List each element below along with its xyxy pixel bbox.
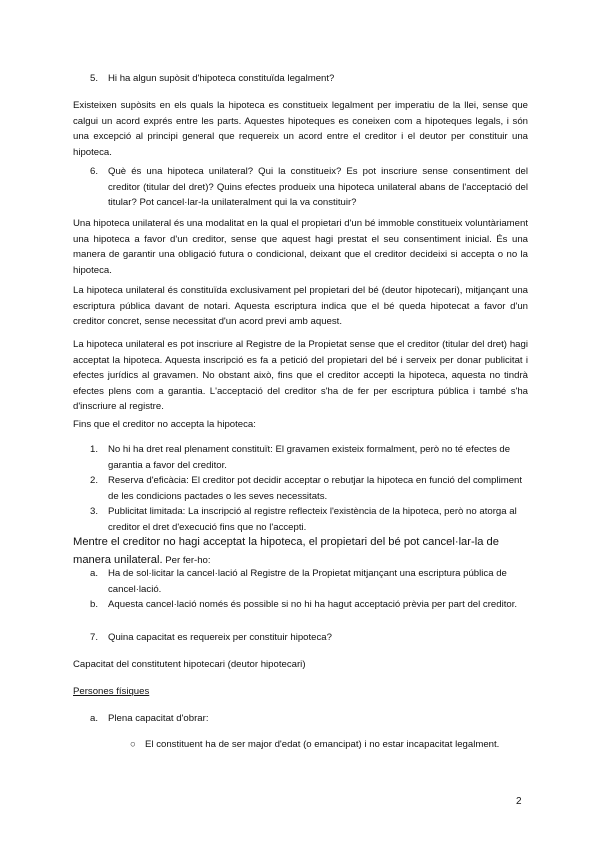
list-item [90, 566, 528, 597]
list-text: No hi ha dret real plenament constituït: El gravamen existeix formalment, però no té efectes de garantia a favor del creditor. [108, 444, 511, 471]
list-number: 2. [90, 475, 99, 486]
cancellation-list [90, 566, 528, 613]
bullet-icon: ○ [130, 739, 136, 750]
paragraph-capacity: Capacitat del constitutent hipotecari (deutor hipotecari) [73, 659, 306, 670]
bullet-item [130, 737, 530, 753]
paragraph-until-acceptance: Fins que el creditor no accepta la hipoteca: [73, 419, 256, 430]
cancellation-lead: Mentre el creditor no hagi acceptat la hipoteca, el propietari del bé pot cancel·lar-la de manera unilateral. [73, 536, 499, 566]
list-item [90, 504, 528, 535]
paragraph-unilateral-definition: Una hipoteca unilateral és una modalitat en la qual el propietari d'un bé immoble constitueix voluntàriament una hipoteca a favor d'un creditor, sense que aquest hagi prestat el seu consentiment inicial. És una manera de garantir una obligació futura o condicional, deixant que el creditor decideixi si accepta o no la hipoteca. [73, 218, 528, 276]
list-number: 3. [90, 506, 99, 517]
list-item [90, 442, 528, 473]
list-text: Publicitat limitada: La inscripció al registre reflecteix l'existència de la hipoteca, però no atorga al creditor el dret d'execució fins que no l'accepti. [108, 506, 517, 533]
question-7 [90, 630, 528, 646]
question-text: Què és una hipoteca unilateral? Qui la constitueix? Es pot inscriure sense consentiment del creditor (titular del dret)? Quins efectes produeix una hipoteca unilateral abans de l'acceptació del titular? Pot cancel·lar-la unilateralment qui la va constituir? [108, 166, 528, 208]
list-letter: a. [90, 713, 99, 724]
question-number: 5. [90, 73, 99, 84]
list-item [90, 473, 528, 504]
effects-list [90, 442, 528, 535]
question-text: Quina capacitat es requereix per constituir hipoteca? [108, 632, 332, 643]
section-heading: Persones físiques [73, 686, 150, 697]
list-letter: a. [90, 568, 99, 579]
paragraph-cancellation [73, 534, 528, 569]
question-6 [90, 164, 528, 211]
question-5 [90, 71, 528, 87]
question-text: Hi ha algun supòsit d'hipoteca constituïda legalment? [108, 73, 335, 84]
cancellation-followup: Per fer-ho: [162, 554, 211, 566]
bullet-text: El constituent ha de ser major d'edat (o emancipat) i no estar incapacitat legalment. [145, 739, 500, 750]
list-text: Reserva d'eficàcia: El creditor pot decidir acceptar o rebutjar la hipoteca en funció del compliment de les condicions pactades o les seves necessitats. [108, 475, 523, 502]
paragraph-registry-inscription: La hipoteca unilateral es pot inscriure al Registre de la Propietat sense que el creditor (titular del dret) hagi acceptat la hipoteca. Aquesta inscripció es fa a petició del propietari del bé i serveix per donar publicitat i efectes jurídics al gravamen. No obstant això, fins que el creditor accepti la hipoteca, aquesta no tindrà efectes plens com a garantia. L'acceptació del creditor s'ha de fer per escriptura pública i també s'ha d'inscriure al registre. [73, 339, 528, 412]
list-text: Ha de sol·licitar la cancel·lació al Registre de la Propietat mitjançant una escriptura pública de cancel·lació. [108, 568, 507, 595]
page-number: 2 [516, 796, 522, 807]
paragraph-legal-mortgage: Existeixen supòsits en els quals la hipoteca es constitueix legalment per imperatiu de la llei, sense que calgui un acord exprés entre les parts. Aquestes hipoteques es coneixen com a hipoteques legals, i són una excepció al principi general que requereix un acord entre el creditor i el deutor per constituir una hipoteca. [73, 100, 528, 158]
list-item [90, 597, 528, 613]
list-text: Aquesta cancel·lació només és possible si no hi ha hagut acceptació prèvia per part del creditor. [108, 599, 518, 610]
list-letter: b. [90, 599, 99, 610]
capacity-item-a [90, 711, 528, 727]
paragraph-unilateral-constitution: La hipoteca unilateral és constituïda exclusivament pel propietari del bé (deutor hipotecari), mitjançant una escriptura pública davant de notari. Aquesta escriptura indica que el bé queda hipotecat a favor d'un creditor concret, sense necessitat d'un acord previ amb aquest. [73, 285, 528, 327]
list-number: 1. [90, 444, 99, 455]
question-number: 6. [90, 166, 99, 177]
question-number: 7. [90, 632, 99, 643]
list-text: Plena capacitat d'obrar: [108, 713, 209, 724]
